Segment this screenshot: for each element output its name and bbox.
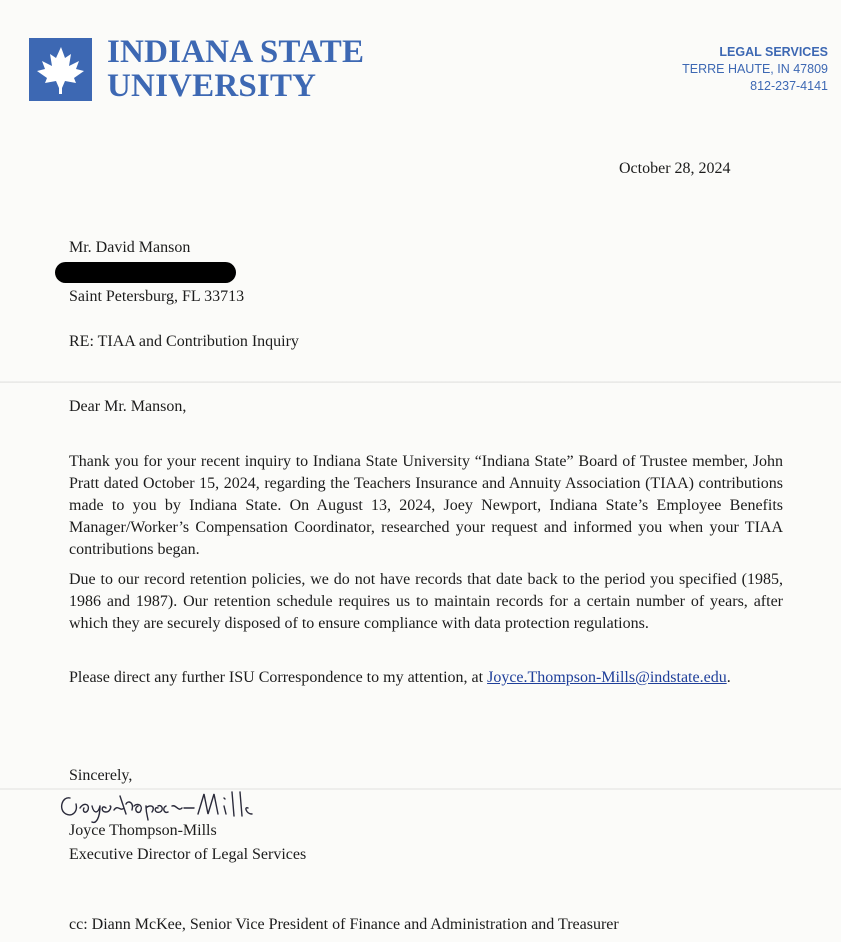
university-logo (29, 34, 391, 104)
recipient-city: Saint Petersburg, FL 33713 (69, 288, 245, 305)
department-city: TERRE HAUTE, IN 47809 (682, 62, 828, 76)
maple-leaf-icon (29, 38, 92, 101)
paragraph3-end: . (726, 669, 731, 686)
logo-line1: INDIANA STATE (107, 34, 365, 70)
signer-title: Executive Director of Legal Services (69, 846, 307, 863)
cc-line: cc: Diann McKee, Senior Vice President of Finance and Administration and Treasurer (69, 916, 619, 933)
paragraph3-text: Please direct any further ISU Correspondence to my attention, at (69, 669, 488, 686)
body-paragraph-3 (69, 667, 783, 689)
redacted-address (55, 262, 236, 283)
logo-line2: UNIVERSITY (107, 68, 317, 104)
subject-line: RE: TIAA and Contribution Inquiry (69, 333, 299, 350)
paper-fold-1 (0, 381, 841, 383)
body-paragraph-1: Thank you for your recent inquiry to Indiana State University “Indiana State” Board of Trustee member, John Pratt dated October 15, 2024, regarding the Teachers Insurance and Annuity Association (TIAA) contributions made to you by Indiana State. On August 13, 2024, Joey Newport, Indiana State’s Employee Benefits Manager/Worker’s Compensation Coordinator, researched your request and informed you when your TIAA contributions began. (69, 453, 783, 558)
signer-name: Joyce Thompson-Mills (69, 822, 217, 839)
salutation: Dear Mr. Manson, (69, 398, 187, 415)
letter-date: October 28, 2024 (619, 160, 731, 177)
department-phone: 812-237-4141 (750, 79, 828, 93)
email-link[interactable]: Joyce.Thompson-Mills@indstate.edu (487, 669, 727, 686)
department-block (682, 44, 828, 95)
department-name: LEGAL SERVICES (719, 45, 828, 59)
logo-wordmark (107, 36, 364, 104)
closing: Sincerely, (69, 767, 133, 784)
recipient-name: Mr. David Manson (69, 239, 191, 256)
body-paragraph-2: Due to our record retention policies, we do not have records that date back to the period you specified (1985, 1986 and 1987). Our retention schedule requires us to maintain records for a certain number of years, after which they are securely disposed of to ensure compliance with data protection regulations. (69, 571, 783, 632)
